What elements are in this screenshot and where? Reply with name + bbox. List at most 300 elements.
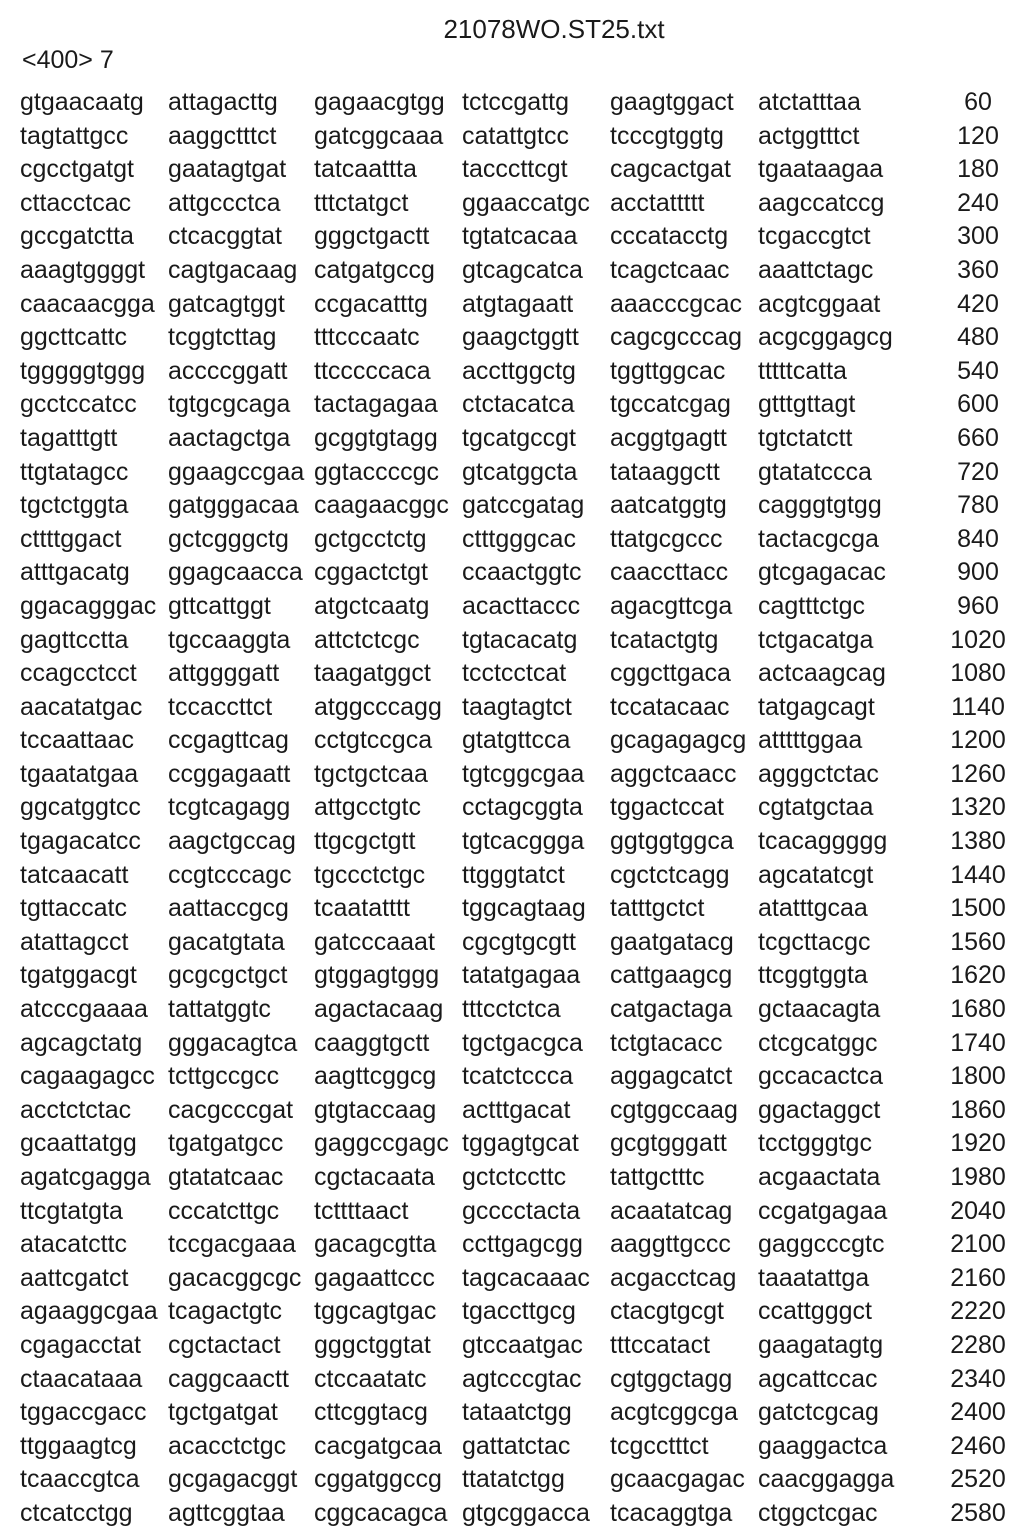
position-number: 1140 (951, 692, 1005, 721)
sequence-chunk: tcacaggtga (610, 1498, 733, 1527)
sequence-chunk: ttgggtatct (462, 860, 565, 889)
sequence-row (20, 657, 1020, 691)
sequence-row (20, 187, 1020, 221)
sequence-chunk: cctagcggta (462, 793, 583, 822)
sequence-chunk: aagctgccag (168, 827, 296, 856)
sequence-chunk: acctattttt (610, 188, 705, 217)
sequence-chunk: gaggcccgtc (758, 1230, 885, 1259)
sequence-chunk: gatccgatag (462, 491, 585, 520)
position-number: 180 (957, 155, 999, 184)
position-number: 1020 (950, 625, 1006, 654)
sequence-chunk: cgcgtgcgtt (462, 927, 576, 956)
position-number: 2520 (950, 1465, 1006, 1494)
sequence-chunk: cgtggctagg (610, 1364, 733, 1393)
sequence-row (20, 220, 1020, 254)
sequence-chunk: ctcacggtat (168, 222, 282, 251)
sequence-chunk: tgtctatctt (758, 423, 853, 452)
sequence-chunk: tcaaccgtca (20, 1465, 140, 1494)
position-number: 2460 (950, 1431, 1006, 1460)
sequence-chunk: tggaccgacc (20, 1398, 147, 1427)
sequence-chunk: aaggttgccc (610, 1230, 731, 1259)
sequence-chunk: gatcagtggt (168, 289, 285, 318)
sequence-chunk: atacatcttc (20, 1230, 127, 1259)
sequence-row (20, 691, 1020, 725)
sequence-row (20, 1228, 1020, 1262)
sequence-chunk: tcctcctcat (462, 659, 567, 688)
sequence-chunk: gggctggtat (314, 1330, 431, 1359)
sequence-chunk: gggacagtca (168, 1028, 298, 1057)
sequence-chunk: gtatatccca (758, 457, 872, 486)
sequence-chunk: tgtcacggga (462, 827, 585, 856)
sequence-chunk: cctgtccgca (314, 726, 433, 755)
sequence-chunk: ccaactggtc (462, 558, 582, 587)
sequence-row (20, 825, 1020, 859)
sequence-chunk: taagtagtct (462, 692, 572, 721)
sequence-row (20, 993, 1020, 1027)
sequence-chunk: cagcgcccag (610, 323, 743, 352)
sequence-row (20, 1497, 1020, 1531)
sequence-chunk: cggactctgt (314, 558, 428, 587)
sequence-row (20, 120, 1020, 154)
sequence-chunk: cggatggccg (314, 1465, 442, 1494)
position-number: 1320 (950, 793, 1006, 822)
sequence-row (20, 1195, 1020, 1229)
sequence-chunk: agcattccac (758, 1364, 878, 1393)
sequence-chunk: ccgtcccagc (168, 860, 292, 889)
sequence-chunk: tgaatatgaa (20, 759, 139, 788)
position-number: 1980 (950, 1163, 1006, 1191)
sequence-chunk: tgaccttgcg (462, 1297, 576, 1326)
sequence-chunk: agactacaag (314, 995, 444, 1024)
sequence-chunk: gtgtaccaag (314, 1095, 437, 1124)
position-number: 660 (957, 423, 999, 452)
position-number: 2220 (950, 1297, 1006, 1326)
sequence-chunk: cccatacctg (610, 222, 729, 251)
sequence-chunk: cacgcccgat (168, 1095, 294, 1124)
sequence-chunk: cgtatgctaa (758, 793, 874, 822)
sequence-chunk: ctttgggcac (462, 524, 576, 553)
sequence-row (20, 724, 1020, 758)
sequence-chunk: tcgtcagagg (168, 793, 291, 822)
sequence-chunk: ttgcgctgtt (314, 827, 416, 856)
sequence-chunk: tggagtgcat (462, 1129, 579, 1158)
sequence-chunk: tgctgatgat (168, 1398, 278, 1427)
sequence-chunk: accccggatt (168, 356, 288, 385)
sequence-chunk: tctgacatga (758, 625, 874, 654)
sequence-chunk: caacggagga (758, 1465, 895, 1494)
sequence-chunk: cgcctgatgt (20, 155, 134, 184)
sequence-chunk: ctctacatca (462, 390, 575, 419)
sequence-chunk: gcgtgggatt (610, 1129, 727, 1158)
sequence-chunk: tctgtacacc (610, 1028, 723, 1057)
sequence-chunk: tcgaccgtct (758, 222, 871, 251)
sequence-chunk: ctcatcctgg (20, 1498, 133, 1527)
sequence-chunk: tccaattaac (20, 726, 134, 755)
sequence-chunk: tcatctccca (462, 1062, 574, 1091)
sequence-chunk: tgttaccatc (20, 894, 127, 923)
sequence-chunk: gctgcctctg (314, 524, 427, 553)
sequence-row (20, 590, 1020, 624)
sequence-chunk: gagaattccc (314, 1263, 435, 1292)
sequence-chunk: tcttgccgcc (168, 1062, 280, 1091)
sequence-chunk: gacatgtata (168, 927, 285, 956)
sequence-chunk: aaattctagc (758, 255, 874, 284)
sequence-chunk: ttgtatagcc (20, 457, 129, 486)
sequence-chunk: acacctctgc (168, 1431, 287, 1460)
sequence-chunk: cagtttctgc (758, 591, 865, 620)
sequence-chunk: caaccttacc (610, 558, 729, 587)
sequence-chunk: tcagctcaac (610, 255, 730, 284)
sequence-chunk: ggcatggtcc (20, 793, 141, 822)
sequence-chunk: gtccaatgac (462, 1330, 583, 1359)
sequence-chunk: tcctgggtgc (758, 1129, 872, 1158)
sequence-chunk: tataaggctt (610, 457, 720, 486)
position-number: 1380 (950, 827, 1006, 856)
sequence-chunk: caagaacggc (314, 491, 449, 520)
sequence-chunk: tgatgatgcc (168, 1129, 284, 1158)
sequence-chunk: cttcggtacg (314, 1398, 428, 1427)
sequence-row (20, 388, 1020, 422)
sequence-row (20, 254, 1020, 288)
sequence-row (20, 556, 1020, 590)
sequence-chunk: gccgatctta (20, 222, 134, 251)
sequence-chunk: aacatatgac (20, 692, 143, 721)
sequence-chunk: ctccaatatc (314, 1364, 427, 1393)
position-number: 120 (957, 121, 999, 150)
position-number: 720 (957, 457, 999, 486)
sequence-chunk: caacaacgga (20, 289, 155, 318)
sequence-chunk: cccatcttgc (168, 1196, 280, 1225)
sequence-chunk: tgagacatcc (20, 827, 141, 856)
position-number: 600 (957, 390, 999, 419)
sequence-chunk: ggacagggac (20, 591, 157, 620)
position-number: 2280 (950, 1330, 1006, 1359)
sequence-chunk: tgtatcacaa (462, 222, 578, 251)
sequence-listing (20, 86, 1020, 1531)
sequence-chunk: ggaagccgaa (168, 457, 305, 486)
sequence-row (20, 86, 1020, 120)
sequence-chunk: attctctcgc (314, 625, 420, 654)
sequence-chunk: gagaacgtgg (314, 88, 445, 116)
sequence-chunk: cacgatgcaa (314, 1431, 442, 1460)
position-number: 2100 (950, 1230, 1006, 1259)
sequence-chunk: tgccaaggta (168, 625, 291, 654)
sequence-row (20, 489, 1020, 523)
sequence-chunk: tgatggacgt (20, 961, 137, 990)
sequence-chunk: ttatgcgccc (610, 524, 723, 553)
sequence-chunk: agcatatcgt (758, 860, 874, 889)
position-number: 1200 (950, 726, 1006, 755)
sequence-chunk: ccgacatttg (314, 289, 428, 318)
sequence-chunk: cggcacagca (314, 1498, 448, 1527)
sequence-chunk: tggactccat (610, 793, 724, 822)
sequence-chunk: acaatatcag (610, 1196, 733, 1225)
position-number: 1740 (950, 1028, 1006, 1057)
sequence-chunk: tgggggtggg (20, 356, 146, 385)
sequence-row (20, 153, 1020, 187)
sequence-chunk: tggcagtgac (314, 1297, 437, 1326)
sequence-chunk: ccggagaatt (168, 759, 291, 788)
position-number: 2400 (950, 1398, 1006, 1427)
sequence-chunk: gttcattggt (168, 591, 271, 620)
sequence-row (20, 1396, 1020, 1430)
sequence-chunk: attgcctgtc (314, 793, 421, 822)
sequence-chunk: aattcgatct (20, 1263, 129, 1292)
sequence-chunk: tttctatgct (314, 188, 409, 217)
sequence-chunk: ctggctcgac (758, 1498, 878, 1527)
sequence-chunk: actttgacat (462, 1095, 571, 1124)
sequence-chunk: atgtagaatt (462, 289, 574, 318)
sequence-chunk: tgaataagaa (758, 155, 884, 184)
position-number: 240 (957, 188, 999, 217)
position-number: 1680 (950, 995, 1006, 1024)
sequence-chunk: gaagctggtt (462, 323, 579, 352)
position-number: 1500 (950, 894, 1006, 923)
sequence-chunk: ggagcaacca (168, 558, 303, 587)
sequence-row (20, 1027, 1020, 1061)
sequence-chunk: actcaagcag (758, 659, 886, 688)
sequence-row (20, 456, 1020, 490)
sequence-chunk: accttggctg (462, 356, 576, 385)
sequence-chunk: tttcccaatc (314, 323, 420, 352)
sequence-chunk: gcgagacggt (168, 1465, 298, 1494)
sequence-chunk: ttcggtggta (758, 961, 868, 990)
sequence-chunk: gtcagcatca (462, 255, 583, 284)
sequence-row (20, 1262, 1020, 1296)
sequence-chunk: ccagcctcct (20, 659, 137, 688)
sequence-chunk: ttcgtatgta (20, 1196, 123, 1225)
sequence-chunk: tatcaattta (314, 155, 417, 184)
sequence-chunk: acgtcggcga (610, 1398, 738, 1427)
sequence-chunk: tgccatcgag (610, 390, 731, 419)
sequence-chunk: gatcggcaaa (314, 121, 444, 150)
sequence-row (20, 1161, 1020, 1195)
sequence-chunk: attgccctca (168, 188, 281, 217)
sequence-row (20, 1430, 1020, 1464)
sequence-chunk: gatgggacaa (168, 491, 299, 520)
sequence-chunk: gatcccaaat (314, 927, 435, 956)
sequence-chunk: tagtattgcc (20, 121, 129, 150)
sequence-chunk: gtgaacaatg (20, 88, 144, 116)
sequence-row (20, 1094, 1020, 1128)
sequence-chunk: gaaggactca (758, 1431, 888, 1460)
sequence-chunk: gacagcgtta (314, 1230, 437, 1259)
sequence-chunk: tattgctttc (610, 1163, 705, 1191)
sequence-chunk: gtcatggcta (462, 457, 578, 486)
sequence-chunk: aatcatggtg (610, 491, 727, 520)
position-number: 780 (957, 491, 999, 520)
sequence-chunk: tatttgctct (610, 894, 705, 923)
sequence-chunk: tcttttaact (314, 1196, 409, 1225)
sequence-chunk: cagggtgtgg (758, 491, 882, 520)
sequence-chunk: cgctactact (168, 1330, 281, 1359)
sequence-chunk: cgctacaata (314, 1163, 435, 1191)
position-number: 1440 (950, 860, 1006, 889)
position-number: 840 (957, 524, 999, 553)
sequence-chunk: acggtgagtt (610, 423, 727, 452)
position-number: 360 (957, 255, 999, 284)
position-number: 1920 (950, 1129, 1006, 1158)
sequence-row (20, 791, 1020, 825)
sequence-chunk: gtatgttcca (462, 726, 571, 755)
sequence-chunk: tgctctggta (20, 491, 129, 520)
sequence-chunk: tggcagtaag (462, 894, 586, 923)
sequence-chunk: agggctctac (758, 759, 879, 788)
sequence-chunk: aaagtggggt (20, 255, 146, 284)
sequence-chunk: gattatctac (462, 1431, 571, 1460)
sequence-row (20, 926, 1020, 960)
sequence-row (20, 422, 1020, 456)
sequence-chunk: tttccatact (610, 1330, 711, 1359)
sequence-chunk: atctatttaa (758, 88, 861, 116)
sequence-chunk: cagtgacaag (168, 255, 298, 284)
sequence-row (20, 1463, 1020, 1497)
sequence-chunk: cttttggact (20, 524, 122, 553)
sequence-chunk: ggtaccccgc (314, 457, 440, 486)
sequence-row (20, 1060, 1020, 1094)
sequence-chunk: aaggctttct (168, 121, 277, 150)
sequence-chunk: ggaaccatgc (462, 188, 590, 217)
sequence-chunk: gatctcgcag (758, 1398, 879, 1427)
sequence-chunk: tgccctctgc (314, 860, 426, 889)
sequence-chunk: atatttgcaa (758, 894, 868, 923)
sequence-chunk: catgatgccg (314, 255, 435, 284)
sequence-chunk: agttcggtaa (168, 1498, 285, 1527)
sequence-chunk: atttgacatg (20, 558, 130, 587)
sequence-row (20, 1329, 1020, 1363)
sequence-chunk: taagatggct (314, 659, 431, 688)
sequence-chunk: tataatctgg (462, 1398, 572, 1427)
sequence-row (20, 758, 1020, 792)
sequence-chunk: agacgttcga (610, 591, 733, 620)
sequence-chunk: gctctccttc (462, 1163, 567, 1191)
sequence-chunk: aaacccgcac (610, 289, 743, 318)
sequence-chunk: tgctgctcaa (314, 759, 428, 788)
sequence-chunk: catattgtcc (462, 121, 569, 150)
sequence-chunk: tccatacaac (610, 692, 730, 721)
sequence-chunk: tcggtcttag (168, 323, 277, 352)
sequence-chunk: gtggagtggg (314, 961, 440, 990)
sequence-chunk: tgtcggcgaa (462, 759, 585, 788)
sequence-chunk: attggggatt (168, 659, 280, 688)
position-number: 1860 (950, 1095, 1006, 1124)
sequence-chunk: ttggaagtcg (20, 1431, 137, 1460)
sequence-chunk: tccaccttct (168, 692, 273, 721)
position-number: 1800 (950, 1062, 1006, 1091)
sequence-chunk: tacccttcgt (462, 155, 568, 184)
position-number: 900 (957, 558, 999, 587)
sequence-chunk: gctaacagta (758, 995, 881, 1024)
sequence-chunk: cagcactgat (610, 155, 731, 184)
sequence-chunk: acgtcggaat (758, 289, 881, 318)
sequence-chunk: tttttcatta (758, 356, 847, 385)
sequence-chunk: acgcggagcg (758, 323, 893, 352)
sequence-row (20, 355, 1020, 389)
sequence-chunk: tgtgcgcaga (168, 390, 291, 419)
position-number: 540 (957, 356, 999, 385)
sequence-chunk: atttttggaa (758, 726, 863, 755)
position-number: 60 (964, 88, 992, 116)
position-number: 420 (957, 289, 999, 318)
sequence-chunk: ctaacataaa (20, 1364, 143, 1393)
sequence-chunk: tcatactgtg (610, 625, 719, 654)
sequence-chunk: tatgagcagt (758, 692, 875, 721)
sequence-chunk: caggcaactt (168, 1364, 289, 1393)
sequence-chunk: ccattgggct (758, 1297, 872, 1326)
sequence-chunk: cagaagagcc (20, 1062, 155, 1091)
sequence-chunk: aagttcggcg (314, 1062, 437, 1091)
sequence-chunk: aagccatccg (758, 188, 885, 217)
sequence-chunk: taaatattga (758, 1263, 870, 1292)
sequence-row (20, 624, 1020, 658)
sequence-id-label: <400> 7 (22, 46, 114, 74)
sequence-chunk: gaagtggact (610, 88, 734, 116)
sequence-chunk: acgacctcag (610, 1263, 737, 1292)
sequence-chunk: gcccctacta (462, 1196, 581, 1225)
position-number: 2040 (950, 1196, 1006, 1225)
position-number: 300 (957, 222, 999, 251)
sequence-chunk: tagatttgtt (20, 423, 118, 452)
position-number: 1260 (950, 759, 1006, 788)
sequence-chunk: gaggccgagc (314, 1129, 449, 1158)
sequence-chunk: caaggtgctt (314, 1028, 430, 1057)
sequence-chunk: acacttaccc (462, 591, 581, 620)
sequence-chunk: gagttcctta (20, 625, 129, 654)
sequence-chunk: cttacctcac (20, 188, 132, 217)
sequence-chunk: agatcgagga (20, 1163, 151, 1191)
sequence-chunk: tgtacacatg (462, 625, 578, 654)
document-title: 21078WO.ST25.txt (443, 14, 665, 44)
sequence-chunk: tctccgattg (462, 88, 569, 116)
sequence-chunk: atggcccagg (314, 692, 442, 721)
sequence-chunk: gcgcgctgct (168, 961, 288, 990)
sequence-chunk: aggctcaacc (610, 759, 737, 788)
position-number: 480 (957, 323, 999, 352)
position-number: 960 (957, 591, 999, 620)
sequence-chunk: ccgatgagaa (758, 1196, 888, 1225)
sequence-chunk: ctacgtgcgt (610, 1297, 724, 1326)
sequence-chunk: tagcacaaac (462, 1263, 590, 1292)
position-number: 1560 (950, 927, 1006, 956)
sequence-chunk: atattagcct (20, 927, 129, 956)
sequence-chunk: aggagcatct (610, 1062, 733, 1091)
sequence-chunk: gcctccatcc (20, 390, 137, 419)
sequence-chunk: tcccgtggtg (610, 121, 724, 150)
sequence-chunk: ctcgcatggc (758, 1028, 878, 1057)
sequence-chunk: tcgcttacgc (758, 927, 871, 956)
sequence-chunk: gggctgactt (314, 222, 430, 251)
sequence-chunk: ggcttcattc (20, 323, 127, 352)
sequence-chunk: tccgacgaaa (168, 1230, 296, 1259)
sequence-row (20, 321, 1020, 355)
sequence-chunk: tcacaggggg (758, 827, 888, 856)
sequence-row (20, 959, 1020, 993)
sequence-chunk: catgactaga (610, 995, 733, 1024)
sequence-chunk: atcccgaaaa (20, 995, 148, 1024)
sequence-chunk: tactagagaa (314, 390, 438, 419)
sequence-row (20, 1295, 1020, 1329)
sequence-chunk: tatcaacatt (20, 860, 129, 889)
sequence-chunk: cgtggccaag (610, 1095, 738, 1124)
sequence-chunk: ggtggtggca (610, 827, 734, 856)
sequence-chunk: tcagactgtc (168, 1297, 282, 1326)
sequence-chunk: ttcccccaca (314, 356, 431, 385)
sequence-chunk: gcaattatgg (20, 1129, 137, 1158)
sequence-row (20, 859, 1020, 893)
sequence-row (20, 892, 1020, 926)
sequence-chunk: gctcgggctg (168, 524, 289, 553)
sequence-chunk: gacacggcgc (168, 1263, 302, 1292)
